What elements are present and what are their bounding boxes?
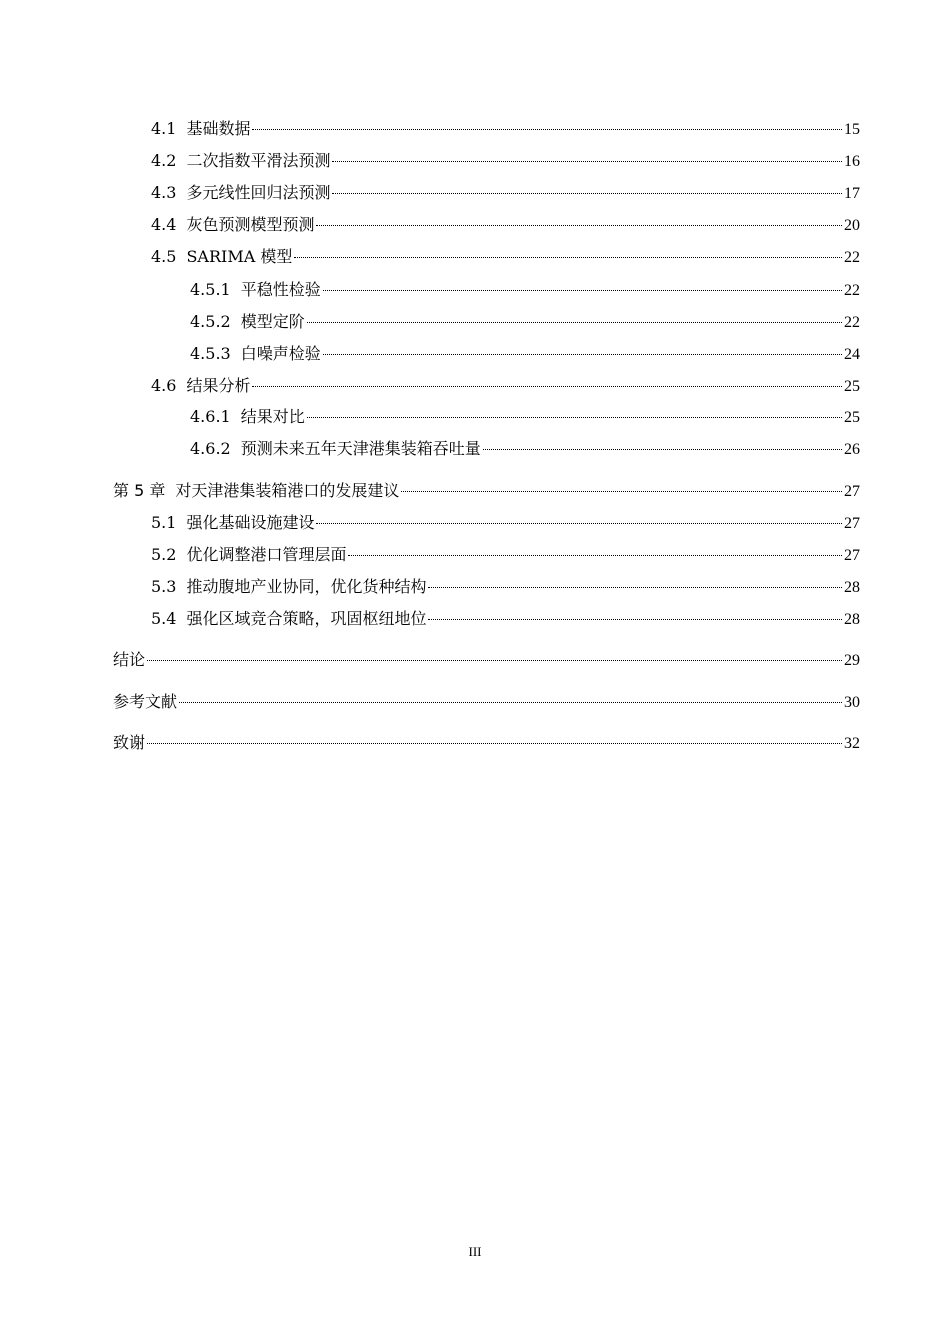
toc-page-number: 22 — [844, 282, 860, 299]
toc-number: 5.2 — [151, 545, 177, 564]
toc-title: 预测未来五年天津港集装箱吞吐量 — [240, 439, 481, 458]
toc-number: 5.4 — [151, 609, 177, 628]
toc-entry-5-4[interactable] — [113, 608, 860, 631]
toc-number: 4.6 — [151, 376, 177, 395]
toc-title: 多元线性回归法预测 — [186, 183, 331, 202]
toc-entry-conclusion[interactable] — [113, 649, 860, 672]
toc-entry-4-3[interactable] — [113, 182, 860, 205]
toc-page-number: 32 — [844, 735, 860, 752]
dot-leader — [147, 660, 842, 661]
toc-title: SARIMA 模型 — [186, 247, 293, 266]
dot-leader — [252, 386, 842, 387]
toc-page-number: 22 — [844, 314, 860, 331]
dot-leader — [307, 322, 842, 323]
toc-number: 4.3 — [151, 183, 177, 202]
toc-page-number: 16 — [844, 153, 860, 170]
dot-leader — [428, 587, 842, 588]
toc-page-number: 28 — [844, 611, 860, 628]
toc-page-number: 27 — [844, 547, 860, 564]
toc-page-number: 24 — [844, 346, 860, 363]
toc-title: 对天津港集装箱港口的发展建议 — [175, 481, 400, 500]
toc-number: 4.5 — [151, 247, 177, 266]
dot-leader — [252, 129, 842, 130]
dot-leader — [483, 449, 842, 450]
toc-page-number: 29 — [844, 652, 860, 669]
toc-entry-5-1[interactable] — [113, 512, 860, 535]
toc-entry-4-6-2[interactable] — [113, 438, 860, 461]
toc-entry-4-5-1[interactable] — [113, 279, 860, 302]
toc-page-number: 25 — [844, 409, 860, 426]
toc-entry-4-5[interactable] — [113, 246, 860, 269]
dot-leader — [401, 491, 842, 492]
page-number-footer: III — [468, 1244, 482, 1259]
toc-entry-4-2[interactable] — [113, 150, 860, 173]
toc-title: 推动腹地产业协同，优化货种结构 — [186, 577, 427, 596]
toc-entry-4-4[interactable] — [113, 214, 860, 237]
toc-title: 平稳性检验 — [240, 280, 321, 299]
toc-page-number: 17 — [844, 185, 860, 202]
toc-entry-5-2[interactable] — [113, 544, 860, 567]
toc-entry-4-1[interactable] — [113, 118, 860, 141]
toc-number: 4.1 — [151, 119, 177, 138]
dot-leader — [294, 257, 842, 258]
toc-entry-4-6-1[interactable] — [113, 406, 860, 429]
dot-leader — [307, 417, 842, 418]
toc-number: 4.5.3 — [190, 344, 231, 363]
toc-page-number: 27 — [844, 515, 860, 532]
dot-leader — [348, 555, 842, 556]
toc-page-number: 28 — [844, 579, 860, 596]
toc-title: 基础数据 — [186, 119, 251, 138]
toc-page-number: 30 — [844, 694, 860, 711]
toc-title: 致谢 — [113, 733, 146, 752]
toc-title: 结论 — [113, 650, 146, 669]
toc-title: 优化调整港口管理层面 — [186, 545, 347, 564]
dot-leader — [147, 743, 842, 744]
toc-number: 第 5 章 — [113, 481, 166, 500]
toc-number: 4.6.1 — [190, 407, 231, 426]
toc-page-number: 15 — [844, 121, 860, 138]
toc-entry-4-5-3[interactable] — [113, 343, 860, 366]
toc-title: 模型定阶 — [240, 312, 305, 331]
toc-title: 灰色预测模型预测 — [186, 215, 315, 234]
toc-title: 二次指数平滑法预测 — [186, 151, 331, 170]
toc-title: 结果分析 — [186, 376, 251, 395]
dot-leader — [332, 193, 842, 194]
toc-entry-4-6[interactable] — [113, 375, 860, 398]
toc-entry-acknowledgements[interactable] — [113, 732, 860, 755]
dot-leader — [428, 619, 842, 620]
toc-title: 参考文献 — [113, 692, 178, 711]
toc-title: 强化区域竞合策略，巩固枢纽地位 — [186, 609, 427, 628]
toc-page-number: 20 — [844, 217, 860, 234]
toc-page-number: 22 — [844, 249, 860, 266]
toc-entry-references[interactable] — [113, 691, 860, 714]
toc-title: 结果对比 — [240, 407, 305, 426]
toc-entry-5-3[interactable] — [113, 576, 860, 599]
dot-leader — [323, 290, 842, 291]
toc-number: 4.6.2 — [190, 439, 231, 458]
toc-number: 4.2 — [151, 151, 177, 170]
toc-title: 强化基础设施建设 — [186, 513, 315, 532]
dot-leader — [316, 225, 842, 226]
toc-page-number: 27 — [844, 483, 860, 500]
toc-page-number: 25 — [844, 378, 860, 395]
toc-page-number: 26 — [844, 441, 860, 458]
dot-leader — [332, 161, 842, 162]
toc-number: 4.5.1 — [190, 280, 231, 299]
toc-entry-4-5-2[interactable] — [113, 311, 860, 334]
toc-number: 5.1 — [151, 513, 177, 532]
toc-number: 5.3 — [151, 577, 177, 596]
dot-leader — [316, 523, 842, 524]
dot-leader — [179, 702, 842, 703]
toc-entry-chapter-5[interactable] — [113, 480, 860, 503]
dot-leader — [323, 354, 842, 355]
toc-title: 白噪声检验 — [240, 344, 321, 363]
toc-number: 4.5.2 — [190, 312, 231, 331]
toc-number: 4.4 — [151, 215, 177, 234]
